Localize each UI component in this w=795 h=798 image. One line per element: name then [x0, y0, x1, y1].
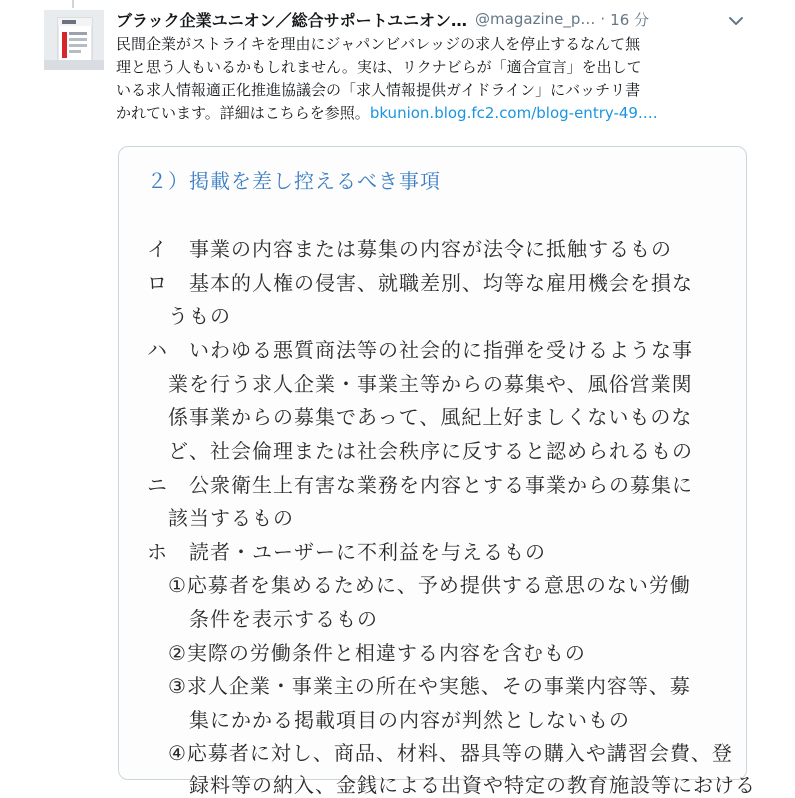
avatar[interactable]: [44, 10, 104, 70]
tweet-content: [116, 6, 746, 125]
document-line: ④応募者に対し、商品、材料、器具等の購入や講習会費、登: [147, 741, 733, 765]
document-line: 業を行う求人企業・事業主等からの募集や、風俗営業関: [147, 372, 693, 396]
tweet-text-tail: かれています。詳細はこちらを参照。: [116, 104, 370, 122]
tweet-link[interactable]: bkunion.blog.fc2.com/blog-entry-49.…: [369, 104, 658, 122]
tweet-text-line: いる求人情報適正化推進協議会の「求人情報提供ガイドライン」にバッチリ書: [116, 81, 641, 99]
attached-image[interactable]: [118, 146, 756, 797]
document-line: 該当するもの: [147, 506, 294, 530]
document-line: 録料等の納入、金銭による出資や特定の教育施設等における: [147, 773, 756, 797]
user-handle[interactable]: @magazine_p…: [475, 10, 596, 28]
document-line: 条件を表示するもの: [147, 607, 378, 631]
tweet-text: [116, 33, 744, 125]
tweet-header: [116, 6, 746, 32]
document-line: ②実際の労働条件と相違する内容を含むもの: [147, 641, 586, 665]
tweet-text-line: 民間企業がストライキを理由にジャパンビバレッジの求人を停止するなんて無: [116, 35, 641, 53]
document-line: うもの: [147, 304, 231, 328]
document-line: イ 事業の内容または募集の内容が法令に抵触するもの: [147, 237, 672, 261]
display-name[interactable]: ブラック企業ユニオン／総合サポートユニオン…: [116, 10, 468, 30]
document-line: ホ 読者・ユーザーに不利益を与えるもの: [147, 540, 546, 564]
document-line: ど、社会倫理または社会秩序に反すると認められるもの: [147, 439, 693, 463]
document-line: ①応募者を集めるために、予め提供する意思のない労働: [147, 573, 691, 597]
document-line: ロ 基本的人権の侵害、就職差別、均等な雇用機会を損な: [147, 271, 693, 295]
tweet-text-line: [116, 102, 744, 125]
thread-connector-line: [72, 0, 74, 8]
document-line: ③求人企業・事業主の所在や実態、その事業内容等、募: [147, 674, 691, 698]
document-line: 係事業からの募集であって、風紀上好ましくないものな: [147, 405, 693, 429]
document-line: ニ 公衆衛生上有害な業務を内容とする事業からの募集に: [147, 473, 693, 497]
document-heading: ２）掲載を差し控えるべき事項: [147, 169, 441, 193]
separator-dot: ·: [600, 10, 606, 28]
document-line: 集にかかる掲載項目の内容が判然としないもの: [147, 708, 630, 732]
document-line: ハ いわゆる悪質商法等の社会的に指弾を受けるような事: [147, 338, 693, 362]
avatar-image: [44, 10, 104, 70]
chevron-down-icon[interactable]: [727, 12, 745, 30]
timestamp[interactable]: 16 分: [610, 10, 650, 29]
tweet-text-line: 理と思う人もいるかもしれません。実は、リクナビらが「適合宣言」を出して: [116, 58, 642, 76]
